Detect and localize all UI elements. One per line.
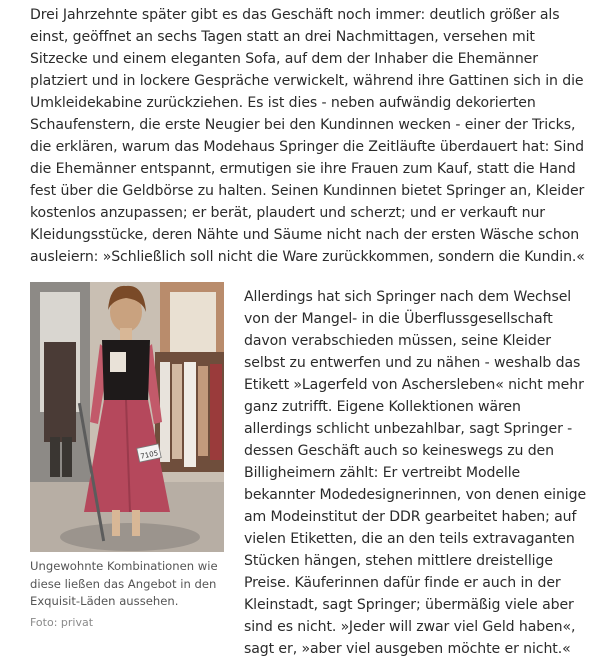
article-paragraph-1: Drei Jahrzehnte später gibt es das Geschäft noch immer: deutlich größer als einst, geöffnet an sechs Tagen statt an drei Nachmittagen, versehen mit Sitzecke und einem eleganten Sofa, auf dem der Inhaber die Ehemänner platziert und in lockere Gespräche verwickelt, während ihre Gattinen sich in die Umkleidekabine zurückziehen. Es ist dies - neben aufwändig dekorierten Schaufenstern, die erste Neugier bei den Kundinnen wecken - einer der Tricks, die erklären, warum das Modehaus Springer die Zeitläufte überdauert hat: Sind die Ehemänner entspannt, ermutigen sie ihre Frauen zum Kauf, statt die Hand fest über die Geldbörse zu halten. Seinen Kundinnen bietet Springer an, Kleider kostenlos anzupassen; er berät, plaudert und scherzt; und er verkauft nur Kleidungsstücke, deren Nähte und Säume nicht nach der ersten Wäsche schon ausleiern: »Schließlich soll nicht die Ware zurückkommen, sondern die Kundin.« [30,7,585,265]
price-tag-text: 7105 [139,449,159,461]
photo-credit: Foto: privat [30,616,94,629]
photo-caption: Ungewohnte Kombinationen wie diese ließen das Angebot in den Exquisit-Läden aussehen. [30,559,218,608]
mannequin-photo-image [30,282,224,552]
article-paragraph-2: Allerdings hat sich Springer nach dem Wechsel von der Mangel- in die Überflussgesellschaft davon verabschieden müssen, seine Kleider selbst zu entwerfen und zu nähen - weshalb das Etikett »Lagerfeld von Aschersleben« nicht mehr ganz zutrifft. Eigene Kollektionen wären allerdings schlicht unbezahlbar, sagt Springer - dessen Geschäft auch so keineswegs zu den Billigheimern zählt: Er vertreibt Modelle bekannter Modedesignerinnen, von denen einige am Modeinstitut der DDR gearbeitet haben; auf vielen Etiketten, die an den teils extravaganten Stücken hängen, stehen mittlere dreistellige Preise. Käuferinnen dafür finde er auch in der Kleinstadt, sagt Springer; übermäßig viele aber sind es nicht. »Jeder will zwar viel Geld haben«, sagt er, »aber viel ausgeben möchte er nicht.« [244,289,587,657]
article-photo [30,282,224,552]
